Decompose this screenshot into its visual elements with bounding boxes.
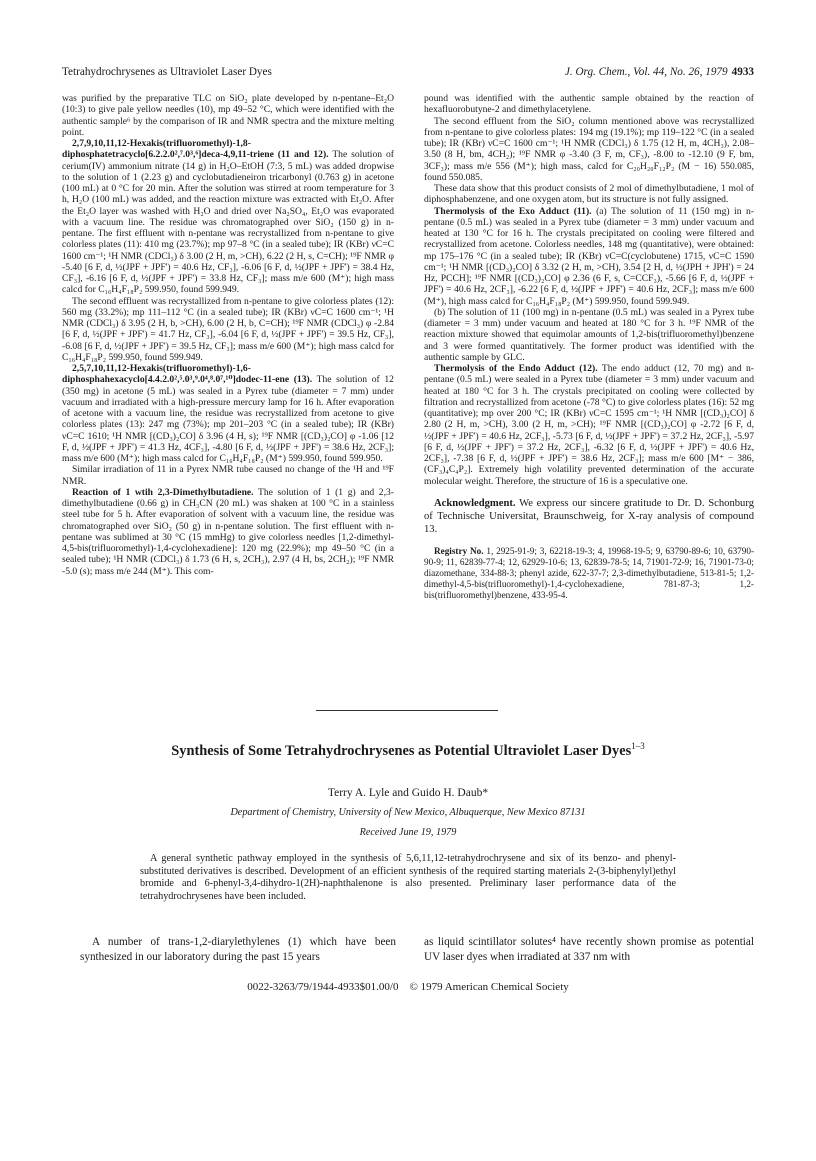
journal-citation xyxy=(565,66,754,78)
received-date: Received June 19, 1979 xyxy=(359,827,457,838)
ack-heading: Acknowledgment. xyxy=(434,497,516,509)
paragraph-body: (a) The solution of 11 (150 mg) in n-pentane (0.5 mL) was sealed in a Pyrex tube (diameter = 3 mm) under vacuum and heated at 130 °C for 16 h. The crystals precipitated on cooling were filtered and recrystallized from acetone. Colorless needles, 148 mg (quantitative), were obtained: mp 175–176 °C (in a sealed tube); IR (KBr) νC=C(cyclobutene) 1715, νC=C 1590 cm⁻¹; ¹H NMR [(CD₃)₂CO] δ 3.32 (2 H, m, >CH), 3.54 [2 H, d, ½(JPH + JPH') = 24 Hz, PCCH]; ¹⁹F NMR [(CD₃)₂CO] φ 2.36 (6 F, s, C=CCF₃), -5.66 [6 F, d, ½(JPF + JPF') = 40.6 Hz, 2CF₃], -6.22 [6 F, d, ½(JPF + JPF') = 40.6 Hz, 2CF₃]; mass m/e 600 (M⁺), high mass calcd for C₁₆H₄F₁₈P₂ (M⁺) 599.950, found 599.949. xyxy=(424,205,754,307)
paragraph xyxy=(424,363,754,487)
paragraph: The second effluent was recrystallized from n-pentane to give colorless plates (12): 560 mg (33.2%); mp 111–112 °C (in a sealed tube); IR (KBr) νC=C 1600 cm⁻¹; ¹H NMR (CDCl₃) δ 3.95 (2 H, b, >CH), 6.00 (2 H, b, C=CH); ¹⁹F NMR (CDCl₃) φ -2.84 [6 F, d, ½(JPF + JPF') = 41.7 Hz, CF₃], -6.04 [6 F, d, ½(JPF + JPF') = 39.5 Hz, CF₃], -6.08 [6 F, d, ½(JPF + JPF') = 39.5 Hz, CF₃]; mass m/e 600 (M⁺); high mass calcd for C₁₆H₄F₁₈P₂ 599.950, found 599.949. xyxy=(62,295,394,363)
paragraph xyxy=(424,206,754,307)
section-heading: Thermolysis of the Endo Adduct (12). xyxy=(434,363,598,374)
affiliation: Department of Chemistry, University of New Mexico, Albuquerque, New Mexico 87131 xyxy=(230,807,586,818)
ack-body: We express our sincere gratitude to Dr. D. Schonburg of Technische Universitat, Braunschweig, for X-ray analysis of compound 13. xyxy=(424,497,754,535)
running-title: Tetrahydrochrysenes as Ultraviolet Laser Dyes xyxy=(62,66,272,78)
paragraph-body: The solution of 12 (350 mg) in acetone (5 mL) was sealed in a Pyrex tube (diameter = 7 mm) under vacuum and irradiated with a high-pressure mercury lamp for 16 h. After evaporation of acetone with a vacuum line, the residue was recrystallized from acetone to give colorless plates (13): 247 mg (73%); mp 201–203 °C (in a sealed tube); IR (KBr) νC=C 1610; ¹H NMR [(CD₃)₂CO] δ 3.96 (4 H, s); ¹⁹F NMR [(CD₃)₂CO] φ -1.06 [12 F, d, ½(JPF + JPF') = 41.3 Hz, 4CF₃], -4.80 [6 F, d, ½(JPF + JPF') = 38.6 Hz, 2CF₃]; mass m/e 600 (M⁺); high mass calcd for C₁₆H₄F₁₈P₂ (M⁺) 599.950, found 599.950. xyxy=(62,374,394,464)
paragraph: (b) The solution of 11 (100 mg) in n-pentane (0.5 mL) was sealed in a Pyrex tube (diameter = 3 mm) under vacuum and heated at 180 °C for 3 h. ¹⁹F NMR of the reaction mixture showed that equimolar amounts of 1,2-bis(trifluoromethyl)benzene and 3 were formed quantitatively. The former product was identified with the authentic sample by GLC. xyxy=(424,306,754,363)
right-column xyxy=(424,93,754,601)
article-divider xyxy=(316,710,498,711)
intro-left: A number of trans-1,2-diarylethylenes (1) which have been synthesized in our laboratory during the past 15 years xyxy=(80,936,396,963)
section-heading: 2,5,7,10,11,12-Hexakis(trifluoromethyl)-1,6-diphosphahexacyclo[4.4.2.0²,⁵.0³,⁹.0⁴,⁸.0⁷,¹⁰]dodec-11-ene (13). xyxy=(62,363,313,386)
paragraph xyxy=(62,487,394,577)
paragraph-body: The endo adduct (12, 70 mg) and n-pentane (0.5 mL) were sealed in a Pyrex tube (diameter = 3 mm) under vacuum and heated at 180 °C for 3 h. The crystals precipitated on cooling were collected by filtration and recrystallized from acetone (-78 °C) to give colorless plates (16): 52 mg (quantitative); mp over 200 °C; IR (KBr) νC=C 1595 cm⁻¹; ¹H NMR [(CD₃)₂CO] δ 2.80 (2 H, m, >CH), 3.00 (2 H, m, >CH); ¹⁹F NMR [(CD₃)₂CO] φ -2.72 [6 F, d, ½(JPF + JPF') = 40.6 Hz, 2CF₃], -5.73 [6 F, d, ½(JPF + JPF') = 37.2 Hz, 2CF₃], -5.97 [6 F, d, ½(JPF + JPF') = 37.2 Hz, 2CF₃], -6.32 [6 F, d, ½(JPF + JPF') = 40.6 Hz, 2CF₃], -7.38 [6 F, d, ½(JPF + JPF') = 38.6 Hz, 2CF₃]; mass m/e 600 [M⁺ − 386, (CF₃)₄C₄P₂]. Extremely high volatility prevented determination of the accurate molecular weight. Therefore, the structure of 16 is a speculative one. xyxy=(424,363,754,487)
abstract: A general synthetic pathway employed in the synthesis of 5,6,11,12-tetrahydrochrysene and six of its benzo- and phenyl-substituted derivatives is described. Development of an efficient synthesis of the required starting materials 2-(3-biphenylyl)ethyl bromide and 6-phenyl-3,4-dihydro-1(2H)-naphthalenone is also presented. Preliminary laser performance data of the tetrahydrochrysenes have been included. xyxy=(140,853,676,902)
page-number: 4933 xyxy=(731,66,754,78)
title-footnote-ref: 1–3 xyxy=(631,741,645,751)
paragraph: These data show that this product consists of 2 mol of dimethylbutadiene, 1 mol of diphosphabenzene, and one oxygen atom, but its structure is not fully assigned. xyxy=(424,183,754,206)
section-heading: 2,7,9,10,11,12-Hexakis(trifluoromethyl)-1,8-diphosphatetracyclo[6.2.2.0²,⁷.0³,⁶]deca-4,9,11-triene (11 and 12). xyxy=(62,138,329,161)
paragraph: Similar irradiation of 11 in a Pyrex NMR tube caused no change of the ¹H and ¹⁹F NMR. xyxy=(62,464,394,487)
intro-right: as liquid scintillator solutes⁴ have recently shown promise as potential UV laser dyes when irradiated at 337 nm with xyxy=(424,936,754,963)
article-title xyxy=(90,736,726,761)
registry-numbers xyxy=(424,546,754,601)
running-head xyxy=(62,66,754,82)
article-title-text: Synthesis of Some Tetrahydrochrysenes as Potential Ultraviolet Laser Dyes xyxy=(171,742,632,759)
acknowledgment xyxy=(424,497,754,536)
paragraph xyxy=(62,138,394,296)
left-column xyxy=(62,93,394,577)
section-heading: Reaction of 1 wtih 2,3-Dimethylbutadiene. xyxy=(72,486,254,498)
registry-heading: Registry No. xyxy=(434,545,484,556)
section-heading: Thermolysis of the Exo Adduct (11). xyxy=(434,205,592,217)
registry-body: 1, 2925-91-9; 3, 62218-19-3; 4, 19968-19-5; 9, 63790-89-6; 10, 63790-90-9; 11, 62839-77-4; 12, 62929-10-6; 13, 62839-78-5; 14, 71901-72-9; 16, 71901-73-0; diazomethane, 334-88-3; phenyl azide, 622-37-7; 2,3-dimethylbutadiene, 513-81-5; 1,2-dimethyl-4,5-bis(trifluoromethyl)-1,4-cyclohexadiene, 781-87-3; 1,2-bis(trifluoromethyl)benzene, 433-95-4. xyxy=(424,545,755,600)
paragraph-body: The solution of 1 (1 g) and 2,3-dimethylbutadiene (0.66 g) in CH₃CN (20 mL) was shaken at 100 °C in a stainless steel tube for 5 h. After evaporation of solvent with a vacuum line, the residue was chromatographed over SiO₂ (50 g) in n-pentane solution. The first effluent with n-pentane was sublimed at 30 °C (15 mmHg) to give colorless needles [1,2-dimethyl-4,5-bis(trifluoromethyl)-1,4-cyclohexadiene]: 120 mg (22.9%); mp 49–50 °C (in a sealed tube); ¹H NMR (CDCl₃) δ 1.73 (6 H, s, 2CH₃), 2.97 (4 H, bs, 2CH₂); ¹⁹F NMR -5.0 (s); mass m/e 244 (M⁺). This com- xyxy=(62,486,394,577)
paragraph: pound was identified with the authentic sample obtained by the reaction of hexafluorobutyne-2 and dimethylacetylene. xyxy=(424,93,754,116)
paragraph: The second effluent from the SiO₂ column mentioned above was recrystallized from n-pentane to give colorless plates: 194 mg (19.1%); mp 119–122 °C (in a sealed tube); IR (KBr) νC=C 1600 cm⁻¹; ¹H NMR (CDCl₃) δ 1.75 (12 H, m, 4CH₃), 2.08–3.50 (8 H, bm, 4CH₂); ¹⁹F NMR φ -3.40 (3 F, m, CF₃), -8.00 to -12.10 (9 F, bm, 3CF₃); mass m/e 556 (M⁺); high mass, calcd for C₂₀H₂₀F₁₂P₂ (M − 16) 550.085, found 550.085. xyxy=(424,115,754,183)
paragraph xyxy=(62,363,394,464)
article-code: 0022-3263/79/1944-4933$01.00/0 xyxy=(247,981,399,993)
paragraph-body: The solution of cerium(IV) ammonium nitrate (14 g) in H₂O–EtOH (7:3, 5 mL) was added dropwise to the solution of 1 (2.23 g) and cyclobutadieneiron tricarbonyl (0.763 g) in acetone (100 mL) at 0 °C for 20 min. After the solution was stirred at room temperature for 3 h, H₂O (100 mL) was added, and the reaction mixture was extracted with Et₂O. After the Et₂O layer was washed with H₂O and dried over Na₂SO₄, Et₂O was evaporated with a vacuum line. The residue was chromatographed over SiO₂ (150 g) in n-pentane. The first effluent with n-pentane was recrystallized from n-pentane to give colorless plates (11): 410 mg (23.7%); mp 97–8 °C (in a sealed tube); IR (KBr) νC=C 1600 cm⁻¹; ¹H NMR (CDCl₃) δ 3.00 (2 H, m, >CH), 6.22 (2 H, s, C=CH); ¹⁹F NMR φ -5.40 [6 F, d, ½(JPF + JPF') = 40.6 Hz, CF₃], -6.06 [6 F, d, ½(JPF + JPF') = 38.4 Hz, CF₃], -6.16 [6 F, d, ½(JPF + JPF') = 33.8 Hz, CF₃]; mass m/e 600 (M⁺); high mass calcd for C₁₆H₄F₁₈P₂ 599.950, found 599.949. xyxy=(62,149,394,296)
footer xyxy=(0,981,816,993)
copyright: © 1979 American Chemical Society xyxy=(409,981,569,993)
authors: Terry A. Lyle and Guido H. Daub* xyxy=(327,787,489,799)
paragraph: was purified by the preparative TLC on SiO₂ plate developed by n-pentane–Et₂O (10:3) to give pale yellow needles (10), mp 49–52 °C, which were identified with the authentic sample⁶ by the comparison of IR and NMR spectra and the mixture melting point. xyxy=(62,93,394,138)
journal-name: J. Org. Chem., Vol. 44, No. 26, 1979 xyxy=(564,66,728,78)
